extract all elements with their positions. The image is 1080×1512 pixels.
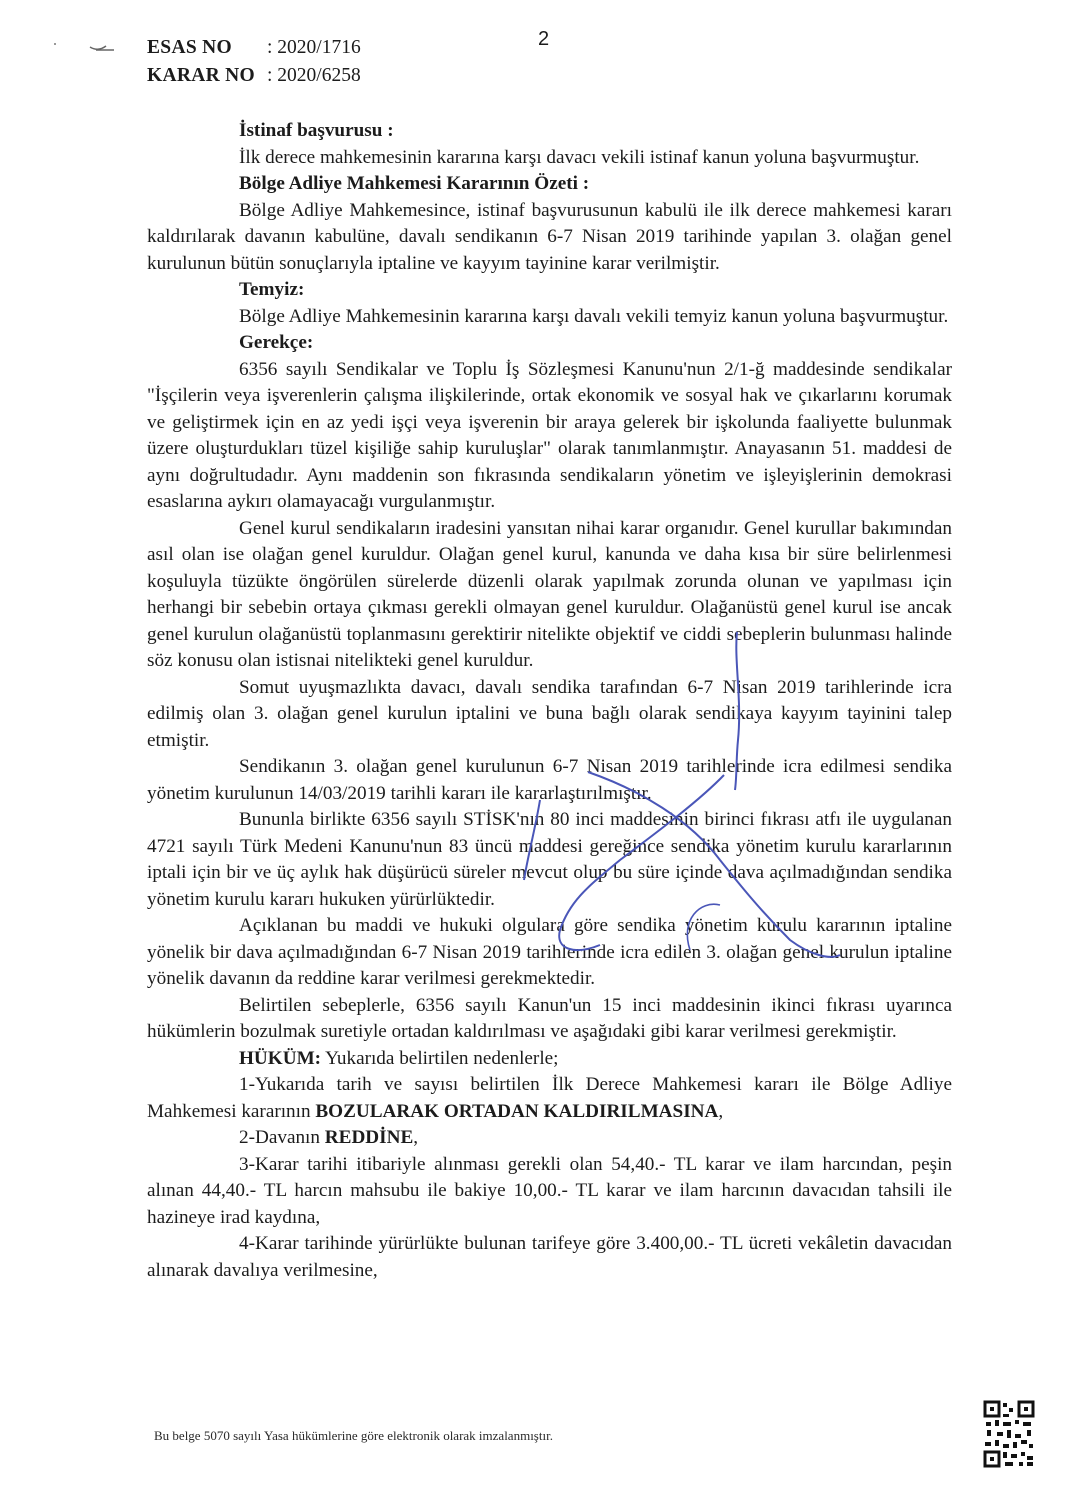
karar-row <box>147 62 361 90</box>
hukum-item-2-text: 2-Davanın <box>239 1127 325 1148</box>
temyiz-text: Bölge Adliye Mahkemesinin kararına karşı davalı vekili temyiz kanun yoluna başvurmuştur. <box>239 305 949 327</box>
scan-mark-icon <box>50 36 120 56</box>
hukum-label: HÜKÜM: <box>239 1047 322 1069</box>
hukum-item-2-end: , <box>413 1127 419 1148</box>
gerekce-paragraph-2: Genel kurul sendikaların iradesini yansıtan nihai karar organıdır. Genel kurullar bakımından asıl olan ise olağan genel kuruldur. Olağan genel kurul, kanunda ve daha kısa bir süre belirlenmesi koşuluyla tüzükte öngörülen sürelerde düzenli olarak yapılmak zorunda olunan ve yapılması için herhangi bir sebebin ortaya çıkması gerekli olmayan genel kuruldur. Olağanüstü genel kurul ise ancak genel kurulun olağanüstü toplanmasını gerektirir nitelikte objektif ve ciddi sebeplerin bulunması halinde söz konusu olan istisnai nitelikteki genel kuruldur. <box>147 517 952 671</box>
bolge-text: Bölge Adliye Mahkemesince, istinaf başvurusunun kabulü ile ilk derece mahkemesi kararı kaldırılarak davanın kabulüne, davalı sendikanın 6-7 Nisan 2019 tarihinde yapılan 3. olağan genel kurulunun bütün sonuçlarıyla iptaline ve kayyım tayinine karar verilmiştir. <box>147 199 952 274</box>
document-body <box>147 118 952 1284</box>
case-header <box>147 34 361 90</box>
hukum-intro: Yukarıda belirtilen nedenlerle; <box>321 1047 559 1069</box>
hukum-item-1 <box>147 1072 952 1125</box>
istinaf-text: İlk derece mahkemesinin kararına karşı davacı vekili istinaf kanun yoluna başvurmuştur. <box>239 146 920 168</box>
karar-label: KARAR NO <box>147 65 256 86</box>
karar-value: : 2020/6258 <box>267 65 361 86</box>
gerekce-heading: Gerekçe: <box>239 332 314 353</box>
hukum-item-1-bold: BOZULARAK ORTADAN KALDIRILMASINA <box>315 1100 719 1122</box>
hukum-item-1-text: 1-Yukarıda tarih ve sayısı belirtilen İlk Derece Mahkemesi kararı ile Bölge Adliye Mahkemesi kararının <box>147 1074 952 1122</box>
gerekce-paragraph-3: Somut uyuşmazlıkta davacı, davalı sendika tarafından 6-7 Nisan 2019 tarihlerinde icra edilmiş olan 3. olağan genel kurulun iptalini ve buna bağlı olarak sendikaya kayyım tayinini talep etmiştir. <box>147 676 952 751</box>
esas-row <box>147 34 361 62</box>
gerekce-paragraph-4: Sendikanın 3. olağan genel kurulunun 6-7 Nisan 2019 tarihlerinde icra edilmesi sendika yönetim kurulunun 14/03/2019 tarihli kararı ile kararlaştırılmıştır. <box>147 756 952 804</box>
bolge-heading: Bölge Adliye Mahkemesi Kararının Özeti : <box>239 173 590 194</box>
hukum-line <box>147 1046 952 1073</box>
hukum-item-2 <box>147 1125 952 1152</box>
hukum-item-1-end: , <box>718 1100 724 1122</box>
temyiz-heading: Temyiz: <box>239 279 305 300</box>
esas-value: : 2020/1716 <box>267 37 361 58</box>
esas-label: ESAS NO <box>147 37 233 58</box>
gerekce-paragraph-1: 6356 sayılı Sendikalar ve Toplu İş Sözleşmesi Kanunu'nun 2/1-ğ maddesinde sendikalar "İşçilerin veya işverenlerin çalışma ilişkilerinde, ortak ekonomik ve sosyal hak ve çıkarlarını korumak ve geliştirmek için en az yedi işçi veya işverenin bir araya gelerek bir işkolunda faaliyette bulunmak üzere oluşturdukları tüzel kişiliğe sahip kuruluşlar" olarak tanımlanmıştır. Anayasanın 51. maddesi de aynı doğrultudadır. Aynı maddenin son fıkrasında sendikaların yönetim ve işleyişlerinin demokrasi esaslarına aykırı olamayacağı vurgulanmıştır. <box>147 358 952 512</box>
gerekce-paragraph-5: Bununla birlikte 6356 sayılı STİSK'nın 80 inci maddesinin birinci fıkrası atfı ile uygulanan 4721 sayılı Türk Medeni Kanunu'nun 83 üncü maddesi gereğince sendika yönetim kurulu kararlarının iptali için bir ve üç aylık hak düşürücü süreler mevcut olup bu süre içinde dava açılmadığından sendika yönetim kurulu kararı hukuken yürürlüktedir. <box>147 809 952 910</box>
istinaf-heading: İstinaf başvurusu : <box>239 120 394 141</box>
hukum-item-3: 3-Karar tarihi itibariyle alınması gerekli olan 54,40.- TL karar ve ilam harcından, peşin alınan 44,40.- TL harcın mahsubu ile bakiye 10,00.- TL karar ve ilam harcının davacıdan tahsili ile hazineye irad kaydına, <box>147 1153 952 1228</box>
hukum-item-2-bold: REDDİNE <box>324 1127 414 1148</box>
qr-code-icon <box>983 1400 1035 1468</box>
e-signature-note: Bu belge 5070 sayılı Yasa hükümlerine göre elektronik olarak imzalanmıştır. <box>154 1428 553 1443</box>
page-number: 2 <box>538 28 550 50</box>
hukum-item-4: 4-Karar tarihinde yürürlükte bulunan tarifeye göre 3.400,00.- TL ücreti vekâletin davacıdan alınarak davalıya verilmesine, <box>147 1233 952 1281</box>
gerekce-paragraph-7: Belirtilen sebeplerle, 6356 sayılı Kanun'un 15 inci maddesinin ikinci fıkrası uyarınca hükümlerin bozulmak suretiyle ortadan kaldırılması ve aşağıdaki gibi karar verilmesi gerekmiştir. <box>147 994 952 1042</box>
gerekce-paragraph-6: Açıklanan bu maddi ve hukuki olgulara göre sendika yönetim kurulu kararının iptaline yönelik bir dava açılmadığından 6-7 Nisan 2019 tarihlerinde icra edilen 3. olağan genel kurulun iptaline yönelik davanın da reddine karar verilmesi gerekmektedir. <box>147 915 952 989</box>
